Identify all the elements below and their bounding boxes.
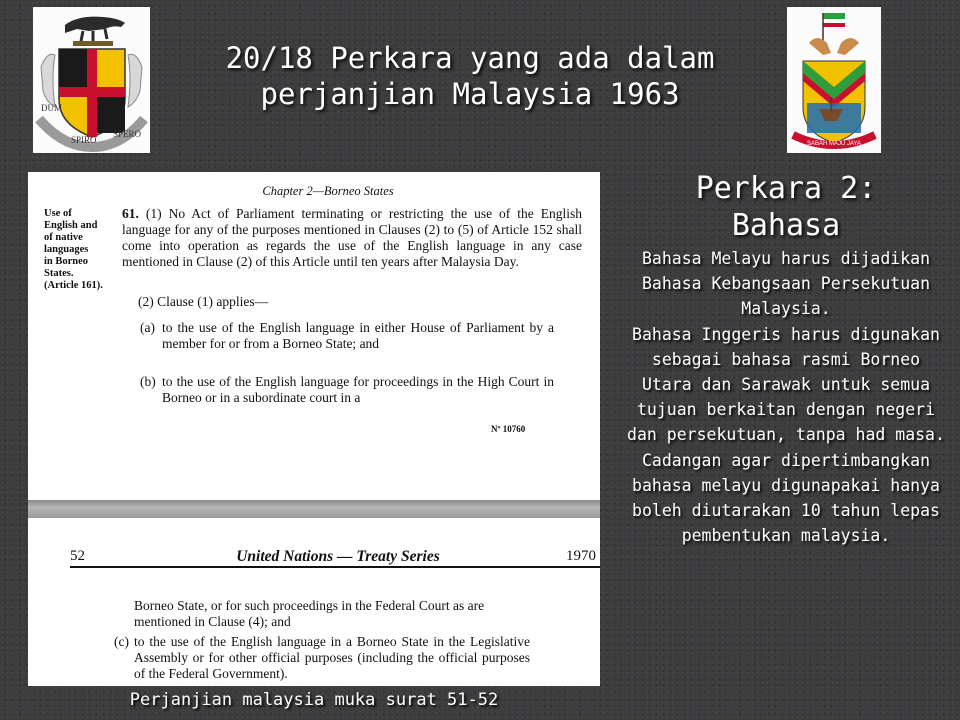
section-heading-line2: Bahasa [731, 208, 841, 243]
margin-note-line: languages [44, 244, 89, 255]
chapter-heading: Chapter 2—Borneo States [262, 184, 394, 198]
sabah-motto-text: SABAH MAJU JAYA [806, 141, 862, 147]
article-61-text: (1) No Act of Parliament terminating or restricting the use of the English language for any of the purposes mentioned in Clauses (2) to (5) of Article 152 shall come into operation as regards the use of the English language in any case mentioned in Clause (2) of this Article until ten years after Malaysia Day. [122, 206, 583, 269]
subclause-b-label: (b) [140, 374, 156, 389]
margin-note-line: in Borneo [44, 256, 89, 267]
document-number: Nº 10760 [491, 424, 526, 434]
article-61-paragraph [122, 206, 582, 270]
north-borneo-crest-svg [33, 7, 150, 153]
english-language-paragraph: Bahasa Inggeris harus digunakan sebagai bahasa rasmi Borneo Utara dan Sarawak untuk semua tujuan berkaitan dengan negeri dan persekutuan, tanpa had masa. [627, 324, 945, 445]
scan-caption: Perjanjian malaysia muka surat 51-52 [129, 690, 499, 710]
subclause-c [114, 634, 530, 682]
right-text-panel [626, 170, 946, 548]
subclause-a [140, 320, 554, 352]
treaty-series-heading: United Nations — Treaty Series [236, 548, 440, 565]
margin-note-line: English and [44, 220, 98, 231]
crest-motto-text: DUM [41, 103, 63, 113]
subclause-a-text: to the use of the English language in either House of Parliament by a member for or from a Borneo State; and [162, 320, 554, 351]
continued-paragraph: Borneo State, or for such proceedings in the Federal Court as are mentioned in Clause (4); and [134, 598, 485, 629]
slide-title-line1: 20/18 Perkara yang ada dalam [225, 41, 715, 75]
clause-2-intro: (2) Clause (1) applies— [138, 294, 269, 309]
page-separator [28, 500, 600, 518]
margin-note-line: Use of [44, 208, 72, 219]
subclause-b [140, 374, 554, 406]
malay-language-paragraph: Bahasa Melayu harus dijadikan Bahasa Kebangsaan Persekutuan Malaysia. [641, 249, 931, 319]
article-margin-note [44, 208, 124, 292]
margin-note-line: States. [44, 268, 74, 279]
sabah-crest-image [787, 7, 881, 153]
article-number: 61. [122, 206, 139, 221]
agreement-scan-page-bottom [28, 518, 600, 686]
margin-note-line: (Article 161). [44, 280, 103, 291]
subclause-a-label: (a) [140, 320, 155, 335]
header-rule [70, 566, 600, 568]
section-heading-line1: Perkara 2: [695, 171, 877, 206]
crest-motto-text: SPERO [113, 129, 142, 139]
treaty-page-number: 52 [70, 548, 85, 564]
agreement-scan-page-top [28, 172, 600, 500]
slide-title [160, 40, 780, 112]
proposal-paragraph: Cadangan agar dipertimbangkan bahasa melayu digunapakai hanya boleh diutarakan 10 tahun lepas pembentukan malaysia. [632, 450, 940, 546]
sabah-crest-svg [787, 7, 881, 153]
subclause-b-text: to the use of the English language for proceedings in the High Court in Borneo or in a subordinate court in a [162, 374, 554, 405]
north-borneo-crest-image [33, 7, 150, 153]
margin-note-line: of native [44, 232, 83, 243]
slide-title-line2: perjanjian Malaysia 1963 [260, 77, 680, 111]
subclause-c-text: to the use of the English language in a Borneo State in the Legislative Assembly or for other official purposes (including the official purposes of the Federal Government). [134, 634, 530, 681]
crest-motto-text: SPIRO [71, 135, 97, 145]
subclause-c-label: (c) [114, 634, 129, 649]
treaty-year: 1970 [566, 548, 596, 564]
section-heading [626, 170, 946, 244]
